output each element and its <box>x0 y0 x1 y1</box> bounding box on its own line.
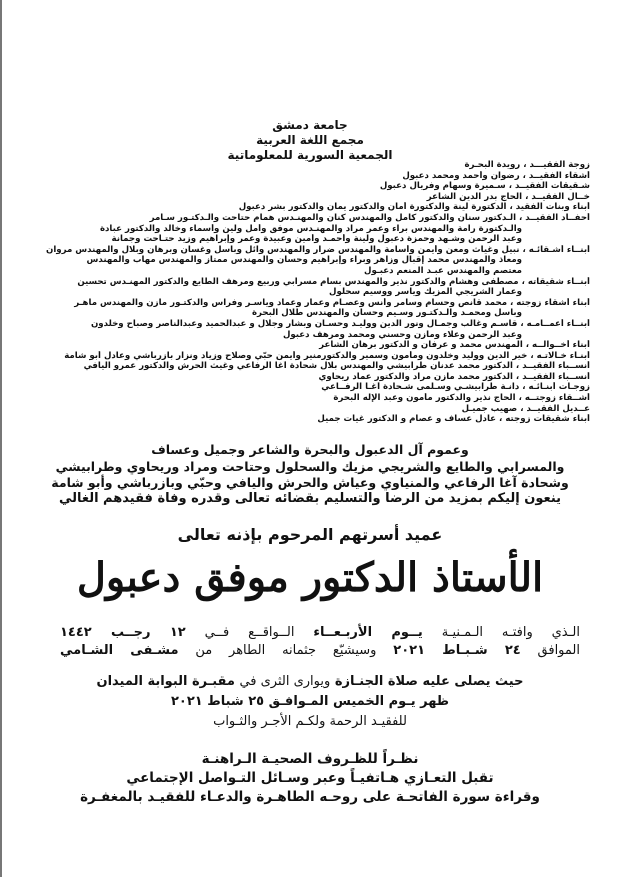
hospital-name: مشـفى الشـامي <box>60 643 179 658</box>
relatives-names: والـدكتورة رامة والمهندس براء وعمر مراد والمهنـدس موفق وأمل ولين وأسماء وخالد والدكتور عبادة <box>99 223 522 234</box>
relation-label: أبناء وبنات الفقيد <box>515 202 590 213</box>
relatives-names: وعبد الرحمن وعلاء ومازن وحسني ومحمد ومرهف دعبول <box>282 329 522 340</box>
relation-separator: ، <box>517 318 527 329</box>
relatives-names: معتصم والمهندس عبـد المنعم دعبـول <box>363 265 522 276</box>
relation-separator: ، <box>506 202 516 213</box>
relatives-names: ومعاذ والمهندس محمد إقبال وزاهر وبراء وإبراهيم وحسان والمهندس ممتاز والمهندس مهاب والمهندس <box>86 255 522 266</box>
relatives-names: الحاج بدر الدين الشاعر <box>426 191 523 202</box>
relation-separator: ، <box>519 382 529 393</box>
relation-label: أبنــاء شقيقاته <box>527 276 590 287</box>
university-name: جامعة دمشق <box>272 118 348 132</box>
relatives-names: الدكتور محمد عدنان طرابيشي والمهندس بلال شحادة آغا الرفاعي وغيث الحرش والدكتور عمرو اليافي <box>83 361 513 372</box>
clans-line: وشحادة آغا الرفاعي والمنياوي وعياش والحرش واليافي وحبّي وبازرباشي وأبو شامة <box>51 475 569 490</box>
relatives-names: وعمار الشريجي المزيك وياسر ووسيم سحلول <box>329 287 522 298</box>
family-row <box>20 266 590 277</box>
relation-label: خــال الفقيــد <box>531 191 590 202</box>
family-row <box>20 192 590 203</box>
funeral-line-2: ظهر يـوم الخميس المـوافـق ٢٥ شباط ٢٠٢١ <box>170 694 450 709</box>
family-row <box>20 234 590 245</box>
relation-label: أشقاء الفقيــد <box>528 170 590 181</box>
family-row <box>20 277 590 288</box>
family-row <box>20 224 590 235</box>
clans-block <box>0 442 620 492</box>
family-row <box>20 287 590 298</box>
death-text: الــواقــع فــي <box>204 625 295 640</box>
relatives-names: خير الدين ووليد وخلدون ومأمون وسمير والدكتورمنير وأيمن حبّي وصلاح وزياد ونزار بازرباشي وعادل أبو شامة <box>64 350 528 361</box>
condolence-line: وقراءة سورة الفاتحـة على روحـه الطاهـرة والدعـاء للفقيـد بالمغفـرة <box>80 789 540 805</box>
relation-separator: ، <box>522 191 532 202</box>
mourning-line: ينعون إليكم بمزيد من الرضا والتسليم بقضائه تعالى وقدره وفاة فقيدهم الغالي <box>58 491 562 506</box>
family-row <box>20 171 590 182</box>
relatives-names: قاسـم وغالب وجمـال ونور الدين ووليـد وحسـان وبشار وجلال و عبدالحميد وعبدالناصر وصباح وخلدون <box>90 318 518 329</box>
relatives-names: المهندس محمد و عرفان و الدكتور برهان الشاعر <box>319 340 523 351</box>
relation-label: أنســباء الفقيــد <box>522 371 590 382</box>
relatives-names: مصطفى وهشام والدكتور نذير والمهندس بسام مسرابي وربيع ومرهف الطايع والدكتور المهنـدس تحسين <box>77 276 519 287</box>
relatives-names: محمد قانص وحسام وسامر وأنس وعصـام وعمار وعماد وياسـر وفراس والدكتـور مازن والمهندس ماهـر <box>74 297 508 308</box>
relatives-names: دانـة طرابيشـي وسـلمى شـحادة آغـا الرفــاعي <box>321 382 520 393</box>
clans-line: والمسرابي والطايع والشريجي مزيك والسحلول وحتاحت ومراد وريحاوي وطرابيشي <box>55 458 565 474</box>
condolence-line: تقبل التعـازي هـاتفيـاً وعبر وسـائل التـواصل الإجتماعي <box>126 770 494 786</box>
relation-label: أبنــاء أعمــامـه <box>526 318 590 329</box>
death-text: الـذي وافتـه الـمـنيـة <box>441 625 581 640</box>
relatives-names: الحاج نذير والدكتور مأمون وعبد الإله البحرة <box>333 393 516 404</box>
family-row <box>20 361 590 372</box>
family-row <box>20 298 590 309</box>
relation-separator: ، <box>520 160 530 170</box>
relation-label: أحفــاد الفقيــد <box>525 212 590 223</box>
relation-separator: ، <box>519 170 529 181</box>
relatives-names: الـدكتور سنان والدكتور كامل والمهندس كنان والمهنـدس همام حتاحت والـدكتـور سـامر <box>149 212 517 223</box>
relation-separator: ، <box>519 244 529 255</box>
relatives-names: وعبد الرحمن وشـهد وحمزة دعبول ولينة وأحمـد وأمين وعبيدة وعمر وإبراهيم وزيد حتـاحت وجمانة <box>111 234 522 245</box>
family-row <box>20 213 590 224</box>
family-row <box>20 340 590 351</box>
clans-line: وعموم آل الدعبول والبحرة والشاعر وجميل وعساف <box>151 442 469 457</box>
funeral-text: حيث يصلى عليه صلاة الجنـازة <box>334 674 524 689</box>
condolence-line: نظـراً للظـروف الصحيـة الـراهنـة <box>201 751 419 767</box>
relation-label: زوجـات أبنـائـه <box>528 382 590 393</box>
relation-separator: ، <box>512 371 523 382</box>
funeral-line-3: للفقيـد الرحمة ولكـم الأجـر والثـواب <box>213 714 407 729</box>
relation-separator: ، <box>505 181 515 192</box>
relation-separator: ، <box>515 393 525 404</box>
family-row <box>20 202 590 213</box>
death-text: الموافق <box>537 643 580 658</box>
family-row <box>20 308 590 319</box>
relation-label: أبنــاء أشـقائـه <box>528 244 590 255</box>
relation-separator: ، <box>496 414 506 425</box>
funeral-block <box>0 672 620 732</box>
relation-separator: ، <box>512 361 523 372</box>
death-line-2 <box>60 642 580 660</box>
relatives-names: سـميرة وسهام وفريال دعبول <box>379 181 506 192</box>
relatives-names: رضوان وأحمد ومحمد دعبول <box>402 170 520 181</box>
death-day: يــوم الأربـعــاء <box>313 625 423 640</box>
relatives-names: صهيب جميـل <box>461 403 518 414</box>
family-list <box>20 160 590 425</box>
death-text: وسيشيّع جثمانه الطاهر من <box>195 643 377 658</box>
deceased-name: الأستاذ الدكتور موفق دعبول <box>76 554 544 601</box>
cemetery-name: مقبـرة البوابة الميدان <box>96 674 235 689</box>
family-row <box>20 245 590 256</box>
society-name: الجمعية السورية للمعلوماتية <box>227 148 393 162</box>
family-row <box>20 372 590 383</box>
gregorian-date: ٢٤ شـبـاط ٢٠٢١ <box>393 643 521 658</box>
dean-line: عميد أسرتهم المرحوم بإذنه تعالى <box>177 525 443 544</box>
relation-label: أشــقاء زوجتــه <box>524 393 590 404</box>
institutions-header <box>0 118 620 163</box>
family-row <box>20 330 590 341</box>
relation-label: أبناء أشقاء زوجته <box>516 297 590 308</box>
relation-label: أبناء أخــوالــه <box>532 340 590 351</box>
family-row <box>20 160 590 171</box>
relatives-names: الدكتور محمد مازن مراد والدكتور عماد ريحاوي <box>318 371 513 382</box>
relation-separator: ، <box>517 403 527 414</box>
relation-label: عــديل الفقيــد <box>526 403 590 414</box>
family-row <box>20 319 590 330</box>
hijri-date: ١٢ رجــب ١٤٤٢ <box>60 625 186 640</box>
relation-label: شـقيقات الفقيــد <box>514 181 590 192</box>
funeral-line-1 <box>0 672 620 692</box>
relatives-names: وباسل ومحمـد والـدكتـور وسـيم وحسان والمهندس طلال البحرة <box>251 308 522 319</box>
relation-label: أنســباء الفقيــد <box>522 361 590 372</box>
relation-separator: ، <box>516 212 526 223</box>
family-row <box>20 351 590 362</box>
academy-name: مجمع اللغة العربية <box>256 133 364 147</box>
family-row <box>20 414 590 425</box>
family-row <box>20 404 590 415</box>
relatives-names: الدكتورة لينة والدكتورة أمان والدكتور يمان والدكتور بشر دعبول <box>238 202 507 213</box>
family-row <box>20 181 590 192</box>
relation-separator: ، <box>522 340 533 351</box>
condolence-notice <box>0 750 620 807</box>
relatives-names: عادل عساف و عصام و الدكتور غيات جميل <box>317 414 497 425</box>
relation-label: أبنـاء خـالاتـه <box>536 350 590 361</box>
relation-separator: ، <box>527 350 537 361</box>
relatives-names: رويدة البحـرة <box>464 160 521 170</box>
death-line-1 <box>60 624 580 642</box>
family-row <box>20 393 590 404</box>
relation-label: زوجة الفقيـــد <box>529 160 590 170</box>
family-row <box>20 382 590 393</box>
death-notice <box>60 624 580 660</box>
relatives-names: نبيل وغياث ومعن وأيمن وأسامة والمهندس ضرار والمهندس وائل وباسل وغسان وبرهان وبلال والمهندس مروان <box>46 244 520 255</box>
funeral-text: ويوارى الثرى في <box>239 674 331 689</box>
relation-separator: ، <box>518 276 528 287</box>
relation-label: أبناء شقيقات زوجته <box>505 414 590 425</box>
relation-separator: ، <box>507 297 517 308</box>
family-row <box>20 255 590 266</box>
